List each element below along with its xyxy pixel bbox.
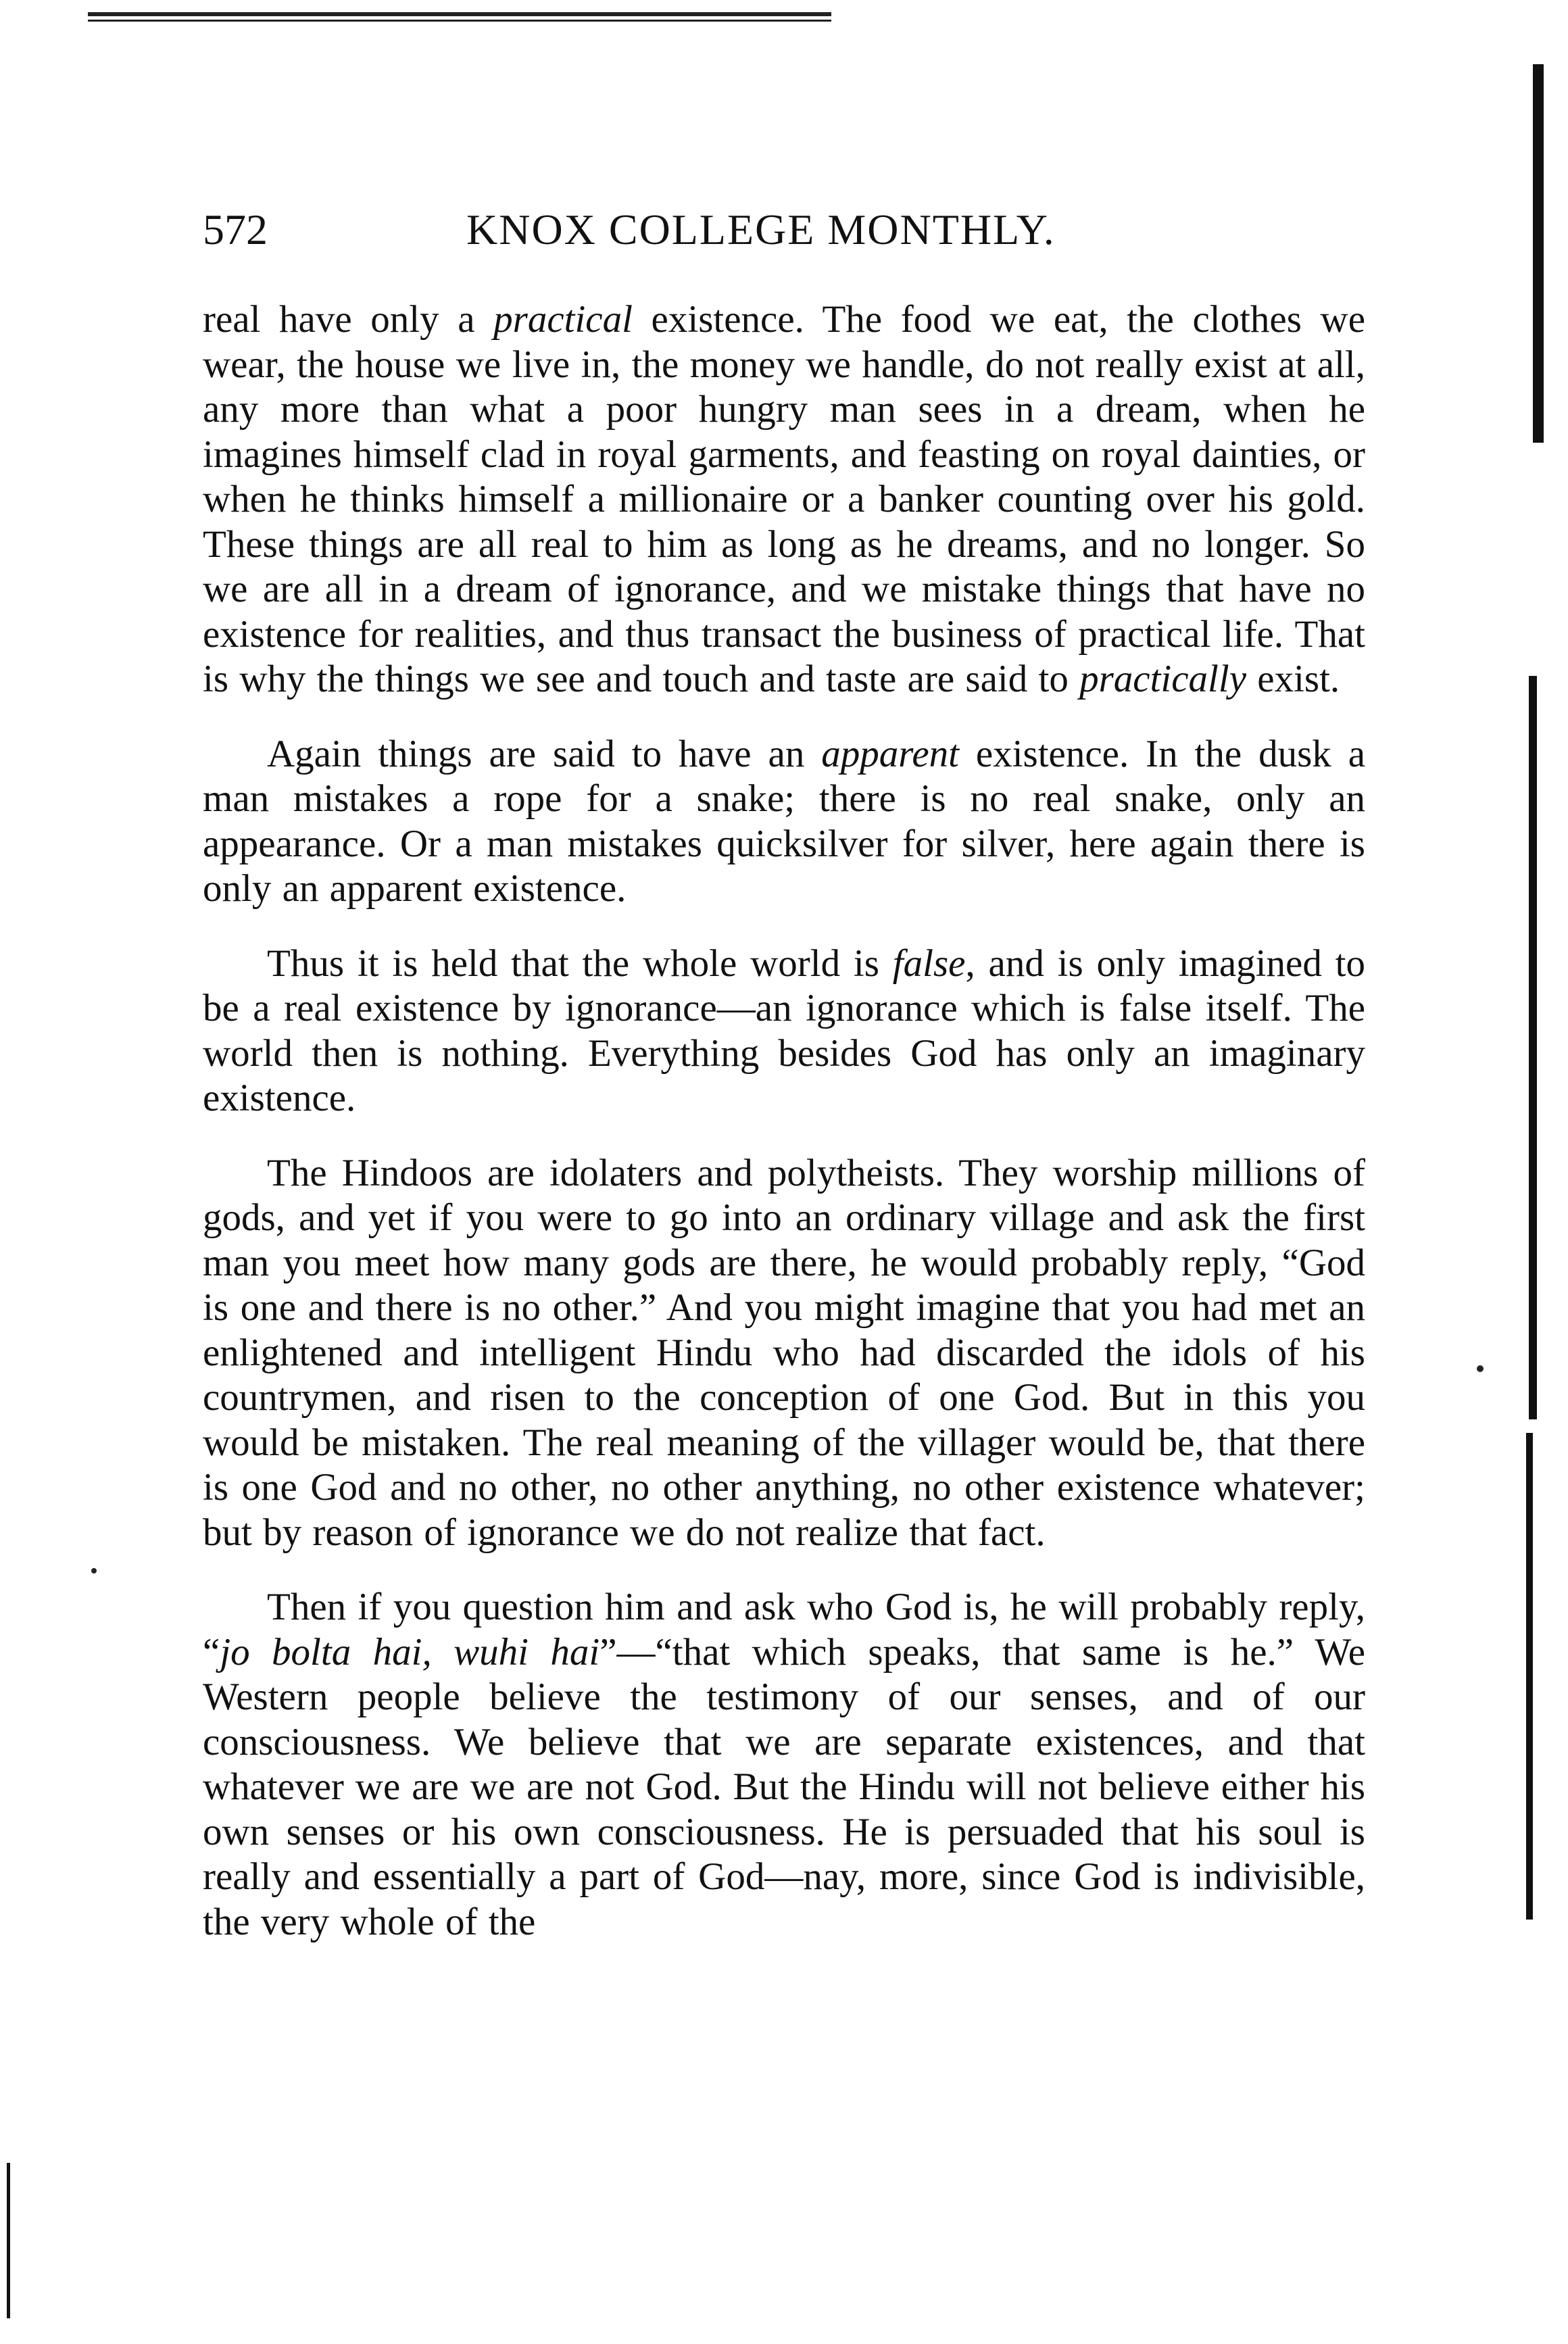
article-body — [203, 297, 1365, 1974]
ink-speck — [91, 1568, 97, 1573]
top-rule — [88, 12, 831, 24]
emphasis: practical — [493, 298, 633, 341]
emphasis: apparent — [821, 732, 959, 775]
emphasis: practically — [1079, 658, 1247, 700]
scan-edge-mark — [1533, 64, 1544, 443]
emphasis: false — [892, 942, 966, 985]
paragraph: Again things are said to have an apparent existence. In the dusk a man mistakes a rope for a snake; there is no real snake, only an appearance. Or a man mistakes quicksilver for silver, here again there is only an apparent existence. — [203, 732, 1365, 910]
running-title: KNOX COLLEGE MONTHLY. — [466, 205, 1056, 253]
scan-edge-mark — [1529, 676, 1537, 1419]
ink-speck — [1477, 1365, 1484, 1372]
scan-edge-mark — [7, 2163, 10, 2318]
scan-edge-mark — [1526, 1433, 1533, 1920]
emphasis: jo bolta hai, wuhi hai — [220, 1630, 600, 1674]
paragraph: The Hindoos are idolaters and polytheists. They worship millions of gods, and yet if you were to go into an ordinary village and ask the first man you meet how many gods are there, he would probably reply, “God is one and there is no other.” And you might imagine that you had met an enlightened and intelligent Hindu who had discarded the idols of his countrymen, and risen to the conception of one God. But in this you would be mistaken. The real meaning of the villager would be, that there is one God and no other, no other anything, no other existence whatever; but by reason of ignorance we do not realize that fact. — [203, 1151, 1365, 1554]
page-header — [203, 203, 1392, 257]
paragraph: Thus it is held that the whole world is false, and is only imagined to be a real existence by ignorance—an ignorance which is false itself. The world then is nothing. Everything besides God has only an imaginary existence. — [203, 942, 1365, 1119]
paragraph: Then if you question him and ask who God is, he will probably reply, “jo bolta hai, wuhi hai”—“that which speaks, that same is he.” We Western people believe the testimony of our senses, and of our consciousness. We believe that we are separate existences, and that whatever we are we are not God. But the Hindu will not believe either his own senses or his own consciousness. He is persuaded that his soul is really and essentially a part of God—nay, more, since God is indivisible, the very whole of the — [203, 1586, 1365, 1943]
paragraph-continued: real have only a practical existence. The food we eat, the clothes we wear, the house we live in, the money we handle, do not really exist at all, any more than what a poor hungry man sees in a dream, when he imagines himself clad in royal garments, and feasting on royal dainties, or when he thinks himself a millionaire or a banker counting over his gold. These things are all real to him as long as he dreams, and no longer. So we are all in a dream of ignorance, and we mistake things that have no existence for realities, and thus transact the business of practical life. That is why the things we see and touch and taste are said to practically exist. — [203, 298, 1365, 700]
page-number: 572 — [203, 205, 268, 253]
